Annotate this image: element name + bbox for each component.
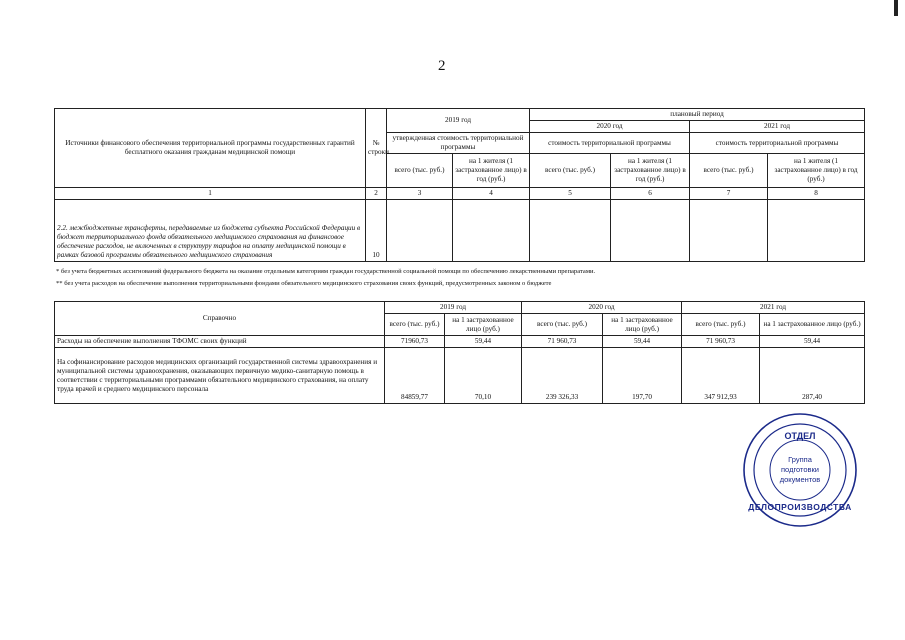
footnote-1: * без учета бюджетных ассигнований федерального бюджета на оказание отдельным категориям граждан государственной социальной помощи по обеспечению лекарственными препаратами. <box>56 268 596 275</box>
total-header: всего (тыс. руб.) <box>385 314 445 336</box>
table-cell: 70,10 <box>445 348 522 404</box>
table-cell <box>453 200 530 262</box>
table-cell: 197,70 <box>603 348 682 404</box>
stamp-line-3: подготовки <box>781 465 819 474</box>
per-resident-header: на 1 жителя (1 застрахованное лицо) в год (руб.) <box>611 154 690 188</box>
year-2021-header: 2021 год <box>690 121 865 133</box>
per-insured-header: на 1 застрахованное лицо (руб.) <box>445 314 522 336</box>
table-cell: 287,40 <box>760 348 865 404</box>
total-header: всего (тыс. руб.) <box>682 314 760 336</box>
per-insured-header: на 1 застрахованное лицо (руб.) <box>760 314 865 336</box>
footnote-2: ** без учета расходов на обеспечение выполнения территориальными фондами обязательного медицинского страхования своих функций, предусмотренных законом о бюджете <box>56 280 552 287</box>
table-cell <box>611 200 690 262</box>
row-no-header: № строки <box>366 109 387 188</box>
planned-period-header: плановый период <box>530 109 865 121</box>
table-cell <box>530 200 611 262</box>
corner-mark <box>894 0 898 16</box>
row-label: На софинансирование расходов медицинских организаций государственной системы здравоохранения и муниципальной системы здравоохранения, оказывающих первичную медико-санитарную помощь в соответствии с территориальными программами обязательного медицинского страхования, на оплату труда врачей и среднего медицинского персонала <box>55 348 385 404</box>
table-cell <box>690 200 768 262</box>
table-cell: 59,44 <box>445 336 522 348</box>
table-cell: 71960,73 <box>385 336 445 348</box>
col-number: 7 <box>690 188 768 200</box>
program-cost-2021-header: стоимость территориальной программы <box>690 133 865 154</box>
year-2019-header: 2019 год <box>387 109 530 133</box>
col-number: 5 <box>530 188 611 200</box>
program-cost-2020-header: стоимость территориальной программы <box>530 133 690 154</box>
reference-header: Справочно <box>55 302 385 336</box>
year-2020-header: 2020 год <box>522 302 682 314</box>
col-number: 6 <box>611 188 690 200</box>
stamp-line-5: ДЕЛОПРОИЗВОДСТВА <box>748 502 852 512</box>
table-cell: 59,44 <box>760 336 865 348</box>
financing-sources-table <box>54 108 865 262</box>
row-label: Расходы на обеспечение выполнения ТФОМС своих функций <box>55 336 385 348</box>
table-cell: 59,44 <box>603 336 682 348</box>
col-number: 1 <box>55 188 366 200</box>
stamp-line-1: ОТДЕЛ <box>784 431 816 441</box>
total-header: всего (тыс. руб.) <box>522 314 603 336</box>
per-resident-header: на 1 жителя (1 застрахованное лицо) в год (руб.) <box>453 154 530 188</box>
col-number: 4 <box>453 188 530 200</box>
total-header: всего (тыс. руб.) <box>690 154 768 188</box>
row-description: 2.2. межбюджетные трансферты, передаваемые из бюджета субъекта Российской Федерации в бюджет территориального фонда обязательного медицинского страхования на финансовое обеспечение расходов, не включенных в структуру тарифов на оплату медицинской помощи в рамках базовой программы обязательного медицинского страхования <box>55 200 366 262</box>
table-cell: 239 326,33 <box>522 348 603 404</box>
col-number: 2 <box>366 188 387 200</box>
col-number: 3 <box>387 188 453 200</box>
total-header: всего (тыс. руб.) <box>530 154 611 188</box>
total-header: всего (тыс. руб.) <box>387 154 453 188</box>
reference-table <box>54 301 865 404</box>
page-number: 2 <box>438 58 446 74</box>
per-insured-header: на 1 застрахованное лицо (руб.) <box>603 314 682 336</box>
year-2019-header: 2019 год <box>385 302 522 314</box>
approved-cost-header: утвержденная стоимость территориальной программы <box>387 133 530 154</box>
table-cell: 71 960,73 <box>522 336 603 348</box>
table-cell: 71 960,73 <box>682 336 760 348</box>
stamp-line-2: Группа <box>788 455 812 464</box>
stamp-line-4: документов <box>779 475 821 484</box>
table-cell: 347 912,93 <box>682 348 760 404</box>
source-header: Источники финансового обеспечения территориальной программы государственных гарантий бесплатного оказания гражданам медицинской помощи <box>55 109 366 188</box>
year-2021-header: 2021 год <box>682 302 865 314</box>
table-cell <box>387 200 453 262</box>
table-cell <box>768 200 865 262</box>
table-cell: 84859,77 <box>385 348 445 404</box>
col-number: 8 <box>768 188 865 200</box>
per-resident-header: на 1 жителя (1 застрахованное лицо) в год (руб.) <box>768 154 865 188</box>
row-number: 10 <box>366 200 387 262</box>
office-stamp <box>742 412 858 528</box>
year-2020-header: 2020 год <box>530 121 690 133</box>
